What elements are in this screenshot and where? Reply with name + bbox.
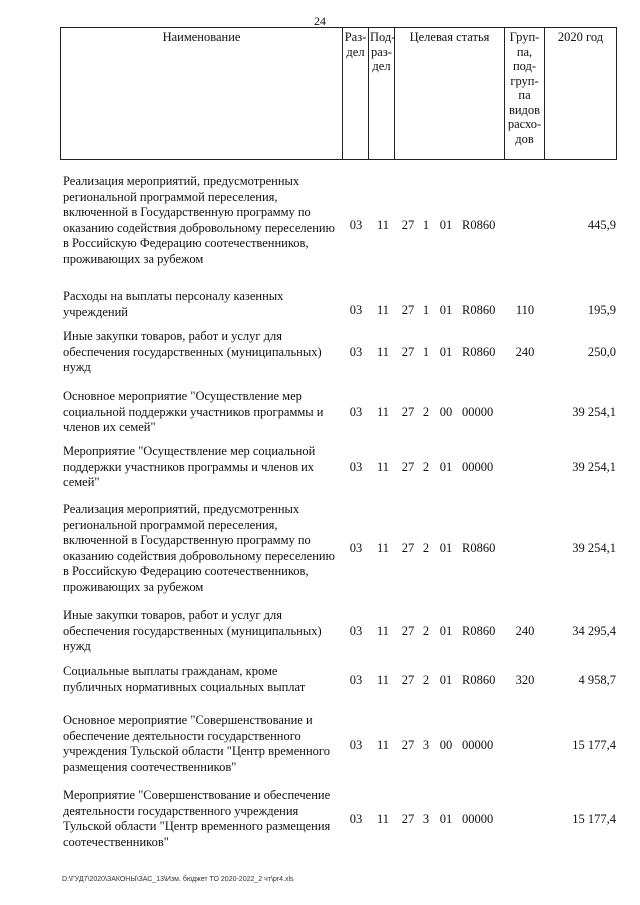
footer-file-path: D:\ГУД7\2020\ЗАКОНЫ\ЗАС_13\Изм. бюджет ТО 2020-2022_2 чт\pr4.xls [62, 876, 294, 883]
row-target-event: 01 [439, 624, 453, 638]
row-target-event: 01 [439, 673, 453, 687]
row-target-subprogram: 2 [422, 624, 430, 638]
row-target-event: 01 [439, 460, 453, 474]
header-name: Наименование [61, 28, 343, 160]
row-target-program: 27 [401, 738, 415, 752]
row-target-program: 27 [401, 812, 415, 826]
row-target-event: 01 [439, 541, 453, 555]
row-name: Основное мероприятие "Осуществление мер социальной поддержки участников программы и членов их семей" [63, 389, 324, 435]
row-podrazdel: 11 [376, 460, 390, 474]
header-podrazdel: Под- раз- дел [369, 28, 395, 160]
row-target-subprogram: 2 [422, 405, 430, 419]
row-razdel: 03 [349, 460, 363, 474]
row-value: 15 177,4 [572, 812, 616, 826]
row-target-program: 27 [401, 345, 415, 359]
header-year: 2020 год [545, 28, 617, 160]
row-target-subprogram: 2 [422, 541, 430, 555]
row-razdel: 03 [349, 541, 363, 555]
header-razdel: Раз- дел [343, 28, 369, 160]
row-value: 445,9 [587, 218, 616, 232]
row-target-subprogram: 3 [422, 812, 430, 826]
table-header [60, 27, 617, 160]
row-value: 39 254,1 [572, 460, 616, 474]
row-target-program: 27 [401, 405, 415, 419]
row-name: Мероприятие "Осуществление мер социальной поддержки участников программы и членов их семей" [63, 444, 316, 490]
row-group: 240 [515, 345, 535, 359]
header-target: Целевая статья [395, 28, 505, 160]
row-razdel: 03 [349, 673, 363, 687]
row-razdel: 03 [349, 303, 363, 317]
row-name: Реализация мероприятий, предусмотренных региональной программой переселения, включенной в Государственную программу по оказанию содействия добровольному переселению в Российскую Федерацию соотечественников, проживающих за рубежом [63, 502, 335, 594]
row-group: 110 [515, 303, 535, 317]
row-target-event: 00 [439, 738, 453, 752]
row-value: 195,9 [587, 303, 616, 317]
row-value: 39 254,1 [572, 405, 616, 419]
row-name: Иные закупки товаров, работ и услуг для обеспечения государственных (муниципальных) нужд [63, 608, 322, 654]
row-value: 4 958,7 [578, 673, 616, 687]
row-razdel: 03 [349, 405, 363, 419]
row-razdel: 03 [349, 345, 363, 359]
row-podrazdel: 11 [376, 624, 390, 638]
row-value: 250,0 [587, 345, 616, 359]
row-target-subprogram: 3 [422, 738, 430, 752]
row-podrazdel: 11 [376, 541, 390, 555]
row-podrazdel: 11 [376, 738, 390, 752]
row-target-event: 01 [439, 303, 453, 317]
row-target-subprogram: 1 [422, 303, 430, 317]
row-name: Иные закупки товаров, работ и услуг для обеспечения государственных (муниципальных) нужд [63, 329, 322, 375]
row-target-code: R0860 [462, 345, 496, 359]
row-target-program: 27 [401, 673, 415, 687]
row-target-code: R0860 [462, 541, 496, 555]
row-podrazdel: 11 [376, 812, 390, 826]
row-razdel: 03 [349, 812, 363, 826]
row-target-code: R0860 [462, 673, 496, 687]
row-target-code: 00000 [462, 405, 494, 419]
row-target-code: 00000 [462, 812, 494, 826]
row-target-program: 27 [401, 460, 415, 474]
row-target-code: R0860 [462, 303, 496, 317]
row-name: Мероприятие "Совершенствование и обеспечение деятельности государственного учреждения Тульской области "Центр временного размещения соотечественников" [63, 788, 331, 849]
row-group: 240 [515, 624, 535, 638]
row-target-code: R0860 [462, 218, 496, 232]
row-podrazdel: 11 [376, 218, 390, 232]
row-target-event: 01 [439, 812, 453, 826]
row-target-program: 27 [401, 541, 415, 555]
row-target-code: 00000 [462, 460, 494, 474]
row-podrazdel: 11 [376, 345, 390, 359]
row-target-subprogram: 1 [422, 345, 430, 359]
row-target-event: 01 [439, 218, 453, 232]
row-name: Реализация мероприятий, предусмотренных региональной программой переселения, включенной в Государственную программу по оказанию содействия добровольному переселению в Российскую Федерацию соотечественников, проживающих за рубежом [63, 174, 335, 266]
row-target-code: 00000 [462, 738, 494, 752]
page-number: 24 [314, 14, 326, 28]
row-razdel: 03 [349, 218, 363, 232]
row-target-subprogram: 2 [422, 673, 430, 687]
row-group: 320 [515, 673, 535, 687]
row-value: 34 295,4 [572, 624, 616, 638]
row-target-subprogram: 2 [422, 460, 430, 474]
row-name: Расходы на выплаты персоналу казенных учреждений [63, 289, 284, 319]
row-podrazdel: 11 [376, 405, 390, 419]
row-name: Социальные выплаты гражданам, кроме публичных нормативных социальных выплат [63, 664, 306, 694]
row-podrazdel: 11 [376, 303, 390, 317]
row-target-program: 27 [401, 624, 415, 638]
row-target-program: 27 [401, 303, 415, 317]
row-name: Основное мероприятие "Совершенствование и обеспечение деятельности государственного учреждения Тульской области "Центр временного размещения соотечественников" [63, 713, 330, 774]
row-target-program: 27 [401, 218, 415, 232]
row-razdel: 03 [349, 624, 363, 638]
row-podrazdel: 11 [376, 673, 390, 687]
row-target-code: R0860 [462, 624, 496, 638]
row-value: 39 254,1 [572, 541, 616, 555]
row-target-event: 01 [439, 345, 453, 359]
header-group: Груп- па, под- груп- па видов расхо- дов [505, 28, 545, 160]
row-target-event: 00 [439, 405, 453, 419]
row-value: 15 177,4 [572, 738, 616, 752]
row-target-subprogram: 1 [422, 218, 430, 232]
row-razdel: 03 [349, 738, 363, 752]
